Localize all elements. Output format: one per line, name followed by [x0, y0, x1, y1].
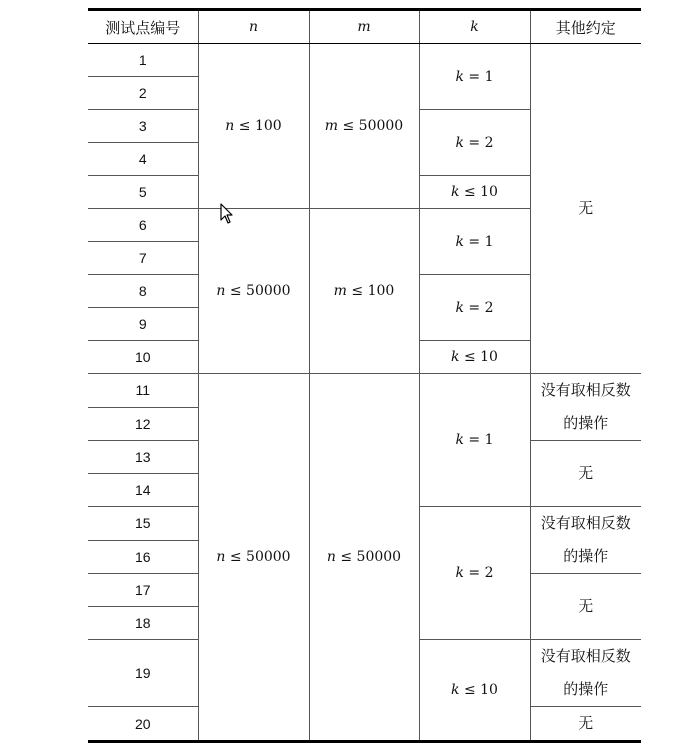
constraints-table-container [88, 8, 641, 743]
test-id-cell: 4 [88, 143, 198, 176]
n-constraint-cell: n ≤ 100 [198, 44, 309, 209]
header-m: m [309, 10, 419, 44]
test-id-cell: 1 [88, 44, 198, 77]
k-constraint-cell: k = 1 [419, 209, 530, 275]
k-constraint-cell: k = 2 [419, 110, 530, 176]
other-constraint-cell: 无 [530, 44, 641, 374]
k-constraint-cell: k = 1 [419, 374, 530, 507]
test-id-cell: 13 [88, 441, 198, 474]
test-id-cell: 6 [88, 209, 198, 242]
other-constraint-cell: 无 [530, 574, 641, 640]
k-constraint-cell: k = 2 [419, 275, 530, 341]
m-constraint-cell: m ≤ 100 [309, 209, 419, 374]
test-id-cell: 16 [88, 540, 198, 574]
other-constraint-cell: 没有取相反数 的操作 [530, 374, 641, 441]
m-constraint-cell: n ≤ 50000 [309, 374, 419, 742]
header-n: n [198, 10, 309, 44]
n-constraint-cell: n ≤ 50000 [198, 374, 309, 742]
k-constraint-cell: k = 2 [419, 507, 530, 640]
test-id-cell: 9 [88, 308, 198, 341]
k-constraint-cell: k ≤ 10 [419, 640, 530, 742]
constraints-table [88, 8, 641, 743]
test-id-cell: 18 [88, 607, 198, 640]
n-constraint-cell: n ≤ 50000 [198, 209, 309, 374]
test-id-cell: 5 [88, 176, 198, 209]
test-id-cell: 19 [88, 640, 198, 707]
table-header-row [88, 10, 641, 44]
other-constraint-cell: 没有取相反数 的操作 [530, 507, 641, 574]
test-id-cell: 8 [88, 275, 198, 308]
test-id-cell: 20 [88, 707, 198, 742]
table-row [88, 374, 641, 408]
test-id-cell: 7 [88, 242, 198, 275]
k-constraint-cell: k ≤ 10 [419, 176, 530, 209]
k-constraint-cell: k ≤ 10 [419, 341, 530, 374]
test-id-cell: 17 [88, 574, 198, 607]
k-constraint-cell: k = 1 [419, 44, 530, 110]
test-id-cell: 15 [88, 507, 198, 541]
header-k: k [419, 10, 530, 44]
header-other: 其他约定 [530, 10, 641, 44]
test-id-cell: 14 [88, 474, 198, 507]
header-test-id: 测试点编号 [88, 10, 198, 44]
test-id-cell: 10 [88, 341, 198, 374]
table-row [88, 44, 641, 77]
m-constraint-cell: m ≤ 50000 [309, 44, 419, 209]
other-constraint-cell: 无 [530, 441, 641, 507]
other-constraint-cell: 无 [530, 707, 641, 742]
test-id-cell: 12 [88, 407, 198, 441]
test-id-cell: 11 [88, 374, 198, 408]
mouse-pointer-icon [220, 203, 234, 225]
test-id-cell: 2 [88, 77, 198, 110]
test-id-cell: 3 [88, 110, 198, 143]
other-constraint-cell: 没有取相反数 的操作 [530, 640, 641, 707]
